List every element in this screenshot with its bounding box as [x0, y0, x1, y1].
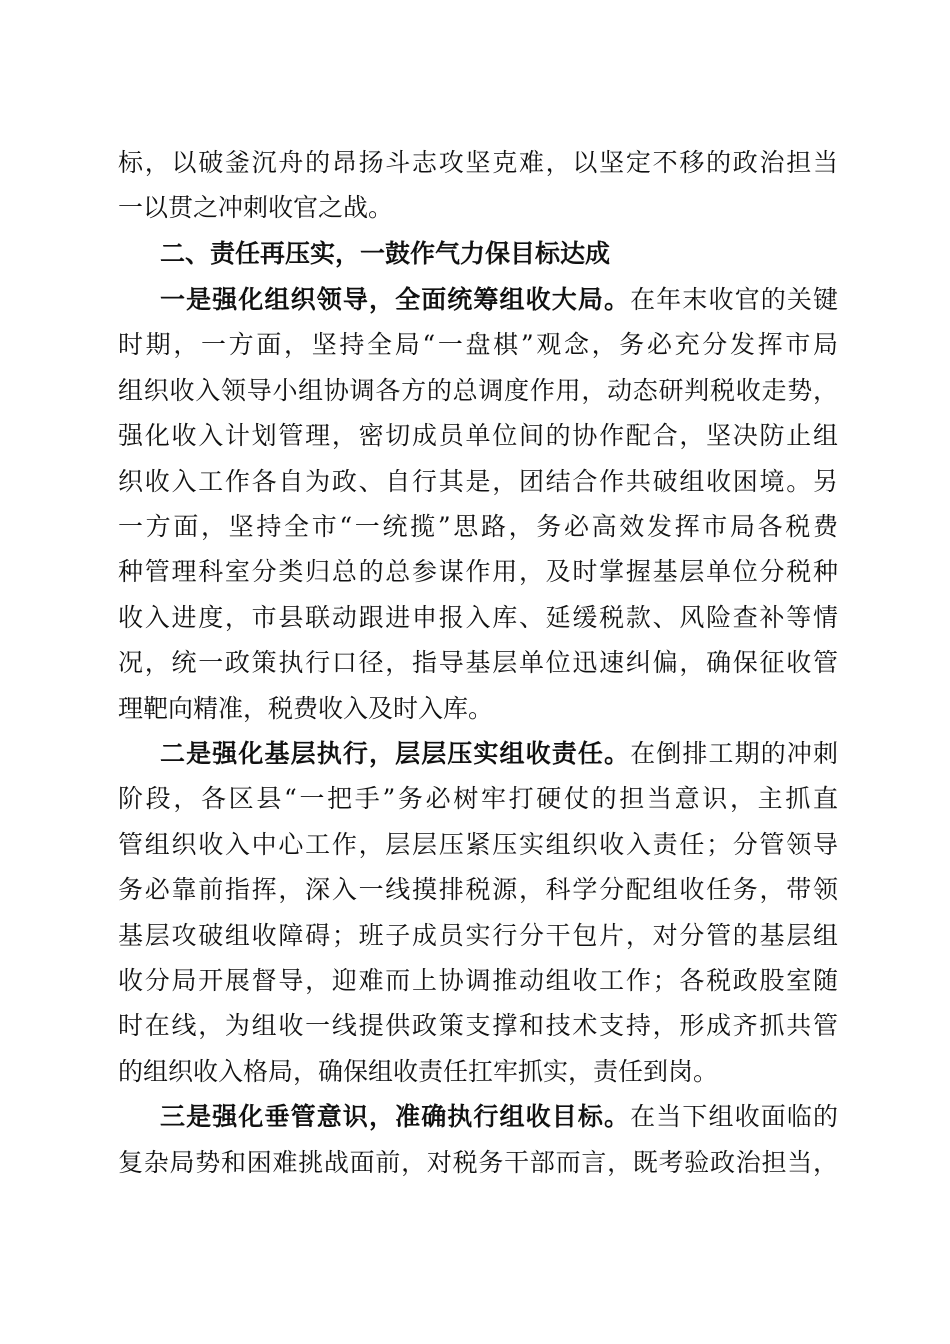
p2-line: 基层攻破组收障碍；班子成员实行分干包片，对分管的基层组	[118, 921, 838, 950]
section-heading: 二、责任再压实，一鼓作气力保目标达成	[160, 239, 611, 268]
p1-lead: 一是强化组织领导，全面统筹组收大局。	[160, 285, 631, 314]
p1-line: 强化收入计划管理，密切成员单位间的协作配合，坚决防止组	[118, 421, 838, 450]
intro-line-1: 标，以破釜沉舟的昂扬斗志攻坚克难，以坚定不移的政治担当	[118, 148, 838, 177]
p1-line: 组织收入领导小组协调各方的总调度作用，动态研判税收走势，	[118, 376, 838, 405]
p2-line: 务必靠前指挥，深入一线摸排税源，科学分配组收任务，带领	[118, 875, 838, 904]
p1-line: 织收入工作各自为政、自行其是，团结合作共破组收困境。另	[118, 467, 838, 496]
p1-line: 况，统一政策执行口径，指导基层单位迅速纠偏，确保征收管	[118, 648, 838, 677]
p2-line: 收分局开展督导，迎难而上协调推动组收工作；各税政股室随	[118, 966, 838, 995]
p3-line: 复杂局势和困难挑战面前，对税务干部而言，既考验政治担当，	[118, 1148, 838, 1177]
p1-line: 一方面，坚持全市“一统揽”思路，务必高效发挥市局各税费	[118, 512, 838, 541]
p1-line: 种管理科室分类归总的总参谋作用，及时掌握基层单位分税种	[118, 557, 838, 586]
intro-line-2: 一以贯之冲刺收官之战。	[118, 193, 394, 222]
p2-first-line	[160, 739, 838, 769]
p2-line: 管组织收入中心工作，层层压紧压实组织收入责任；分管领导	[118, 830, 838, 859]
p3-first-line	[160, 1102, 838, 1132]
p2-lead: 二是强化基层执行，层层压实组收责任。	[160, 739, 631, 768]
p2-line: 的组织收入格局，确保组收责任扛牢抓实，责任到岗。	[118, 1057, 719, 1086]
p1-line: 理靶向精准，税费收入及时入库。	[118, 694, 494, 723]
p3-lead: 三是强化垂管意识，准确执行组收目标。	[160, 1102, 631, 1131]
p1-line: 收入进度，市县联动跟进申报入库、延缓税款、风险查补等情	[118, 603, 838, 632]
p1-first-rest: 在年末收官的关键	[630, 285, 838, 314]
p2-line: 阶段，各区县“一把手”务必树牢打硬仗的担当意识，主抓直	[118, 784, 838, 813]
p3-first-rest: 在当下组收面临的	[630, 1102, 838, 1131]
p2-line: 时在线，为组收一线提供政策支撑和技术支持，形成齐抓共管	[118, 1011, 838, 1040]
p1-line: 时期，一方面，坚持全局“一盘棋”观念，务必充分发挥市局	[118, 330, 838, 359]
p2-first-rest: 在倒排工期的冲刺	[630, 739, 838, 768]
p1-first-line	[160, 285, 838, 315]
